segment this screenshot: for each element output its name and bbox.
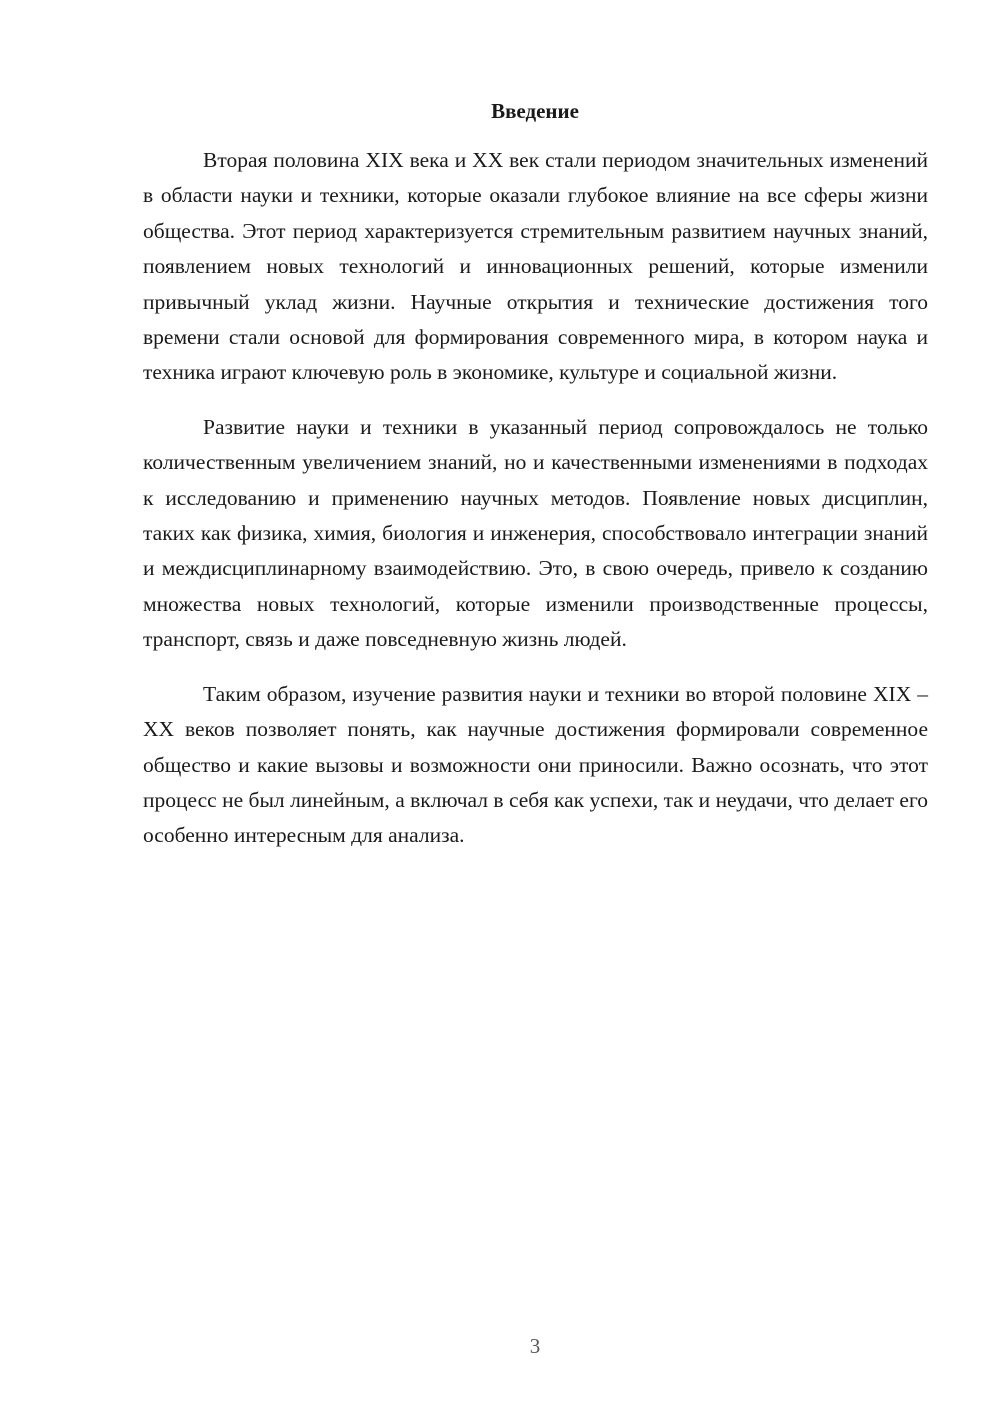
paragraph-1: Вторая половина XIX века и XX век стали периодом значительных изменений в области науки и техники, которые оказали глубокое влияние на все сферы жизни общества. Этот период характеризуется стремительным развитием научных знаний, появлением новых технологий и инновационных решений, которые изменили привычный уклад жизни. Научные открытия и технические достижения того времени стали основой для формирования современного мира, в котором наука и техника играют ключевую роль в экономике, культуре и социальной жизни. xyxy=(143,148,928,385)
body-text xyxy=(143,143,928,873)
paragraph-3: Таким образом, изучение развития науки и техники во второй половине XIX – XX веков позволяет понять, как научные достижения формировали современное общество и какие вызовы и возможности они приносили. Важно осознать, что этот процесс не был линейным, а включал в себя как успехи, так и неудачи, что делает его особенно интересным для анализа. xyxy=(143,681,928,848)
section-title: Введение xyxy=(491,99,579,123)
paragraph-2: Развитие науки и техники в указанный период сопровождалось не только количественным увеличением знаний, но и качественными изменениями в подходах к исследованию и применению научных методов. Появление новых дисциплин, таких как физика, химия, биология и инженерия, способствовало интеграции знаний и междисциплинарному взаимодействию. Это, в свою очередь, привело к созданию множества новых технологий, которые изменили производственные процессы, транспорт, связь и даже повседневную жизнь людей. xyxy=(143,414,928,652)
page-number: 3 xyxy=(529,1334,541,1358)
